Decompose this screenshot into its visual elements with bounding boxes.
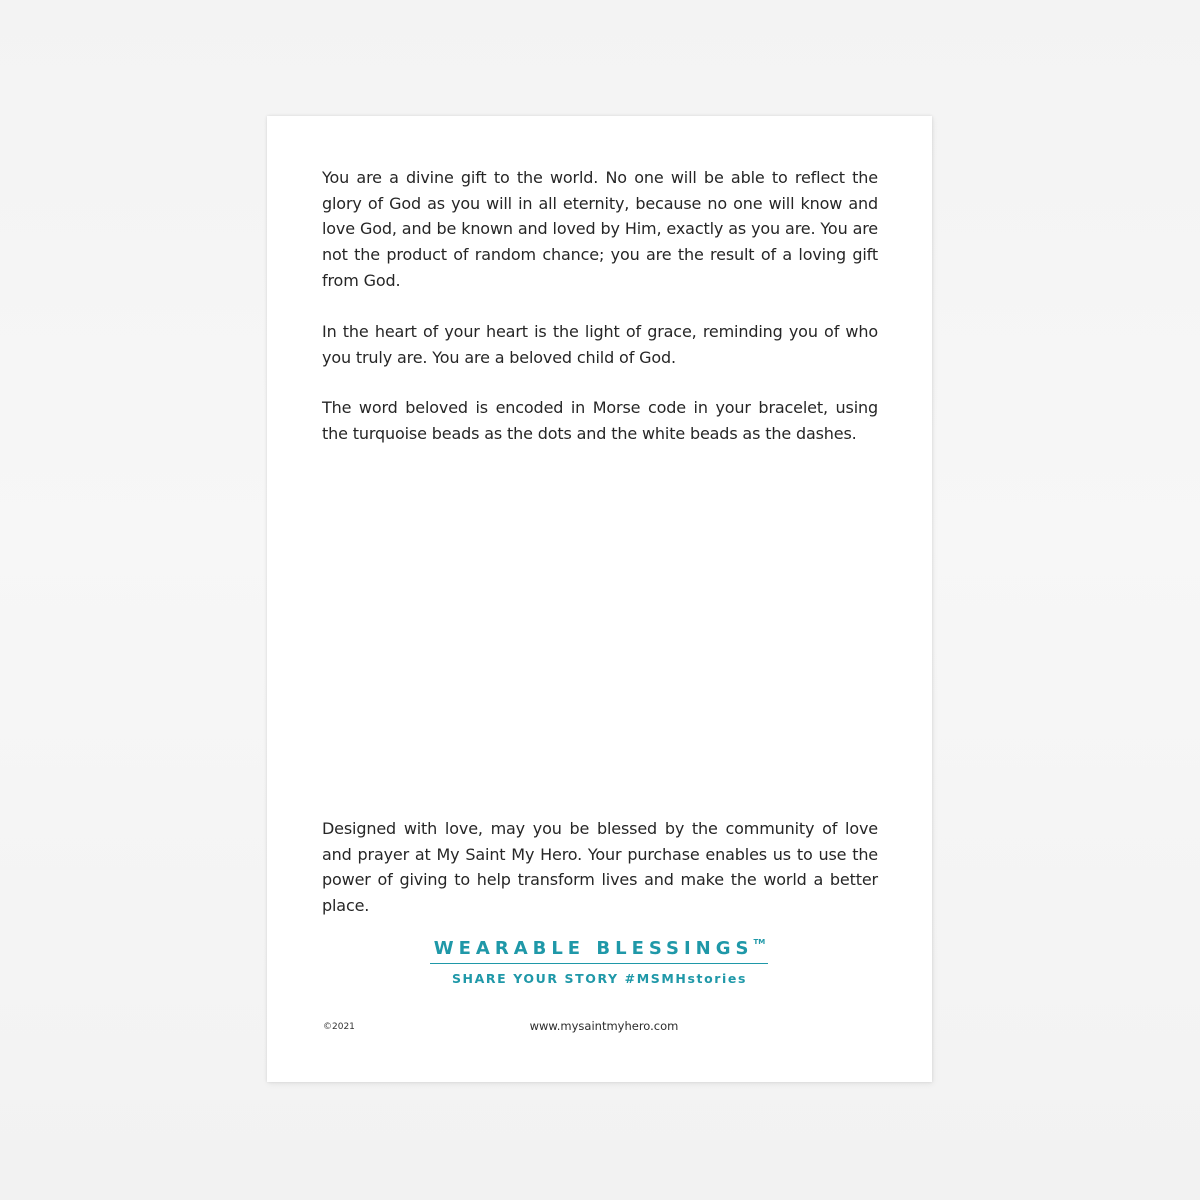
card-paragraph-heart-of-grace: In the heart of your heart is the light of grace, reminding you of who you truly are. You are a beloved child of God. [322, 322, 878, 367]
brand-logo-wearable-blessings [267, 938, 932, 959]
brand-tagline: SHARE YOUR STORY #MSMHstories [451, 971, 748, 986]
card-paragraph-morse-code: The word beloved is encoded in Morse code in your bracelet, using the turquoise beads as the dots and the white beads as the dashes. [322, 398, 878, 443]
trademark-mark: TM [753, 938, 766, 946]
card-paragraph-designed-with-love: Designed with love, may you be blessed by the community of love and prayer at My Saint My Hero. Your purchase enables us to use the power of giving to help transform lives and make the world a better place. [322, 819, 878, 916]
website-url: www.mysaintmyhero.com [529, 1019, 679, 1033]
blessing-card [267, 116, 932, 1082]
brand-title: WEARABLE BLESSINGS [433, 938, 754, 959]
copyright-text: ©2021 [323, 1022, 355, 1032]
brand-underline [430, 963, 768, 964]
card-paragraph-divine-gift: You are a divine gift to the world. No one will be able to reflect the glory of God as you will in all eternity, because no one will know and love God, and be known and loved by Him, exactly as you are. You are not the product of random chance; you are the result of a loving gift from God. [322, 168, 878, 290]
